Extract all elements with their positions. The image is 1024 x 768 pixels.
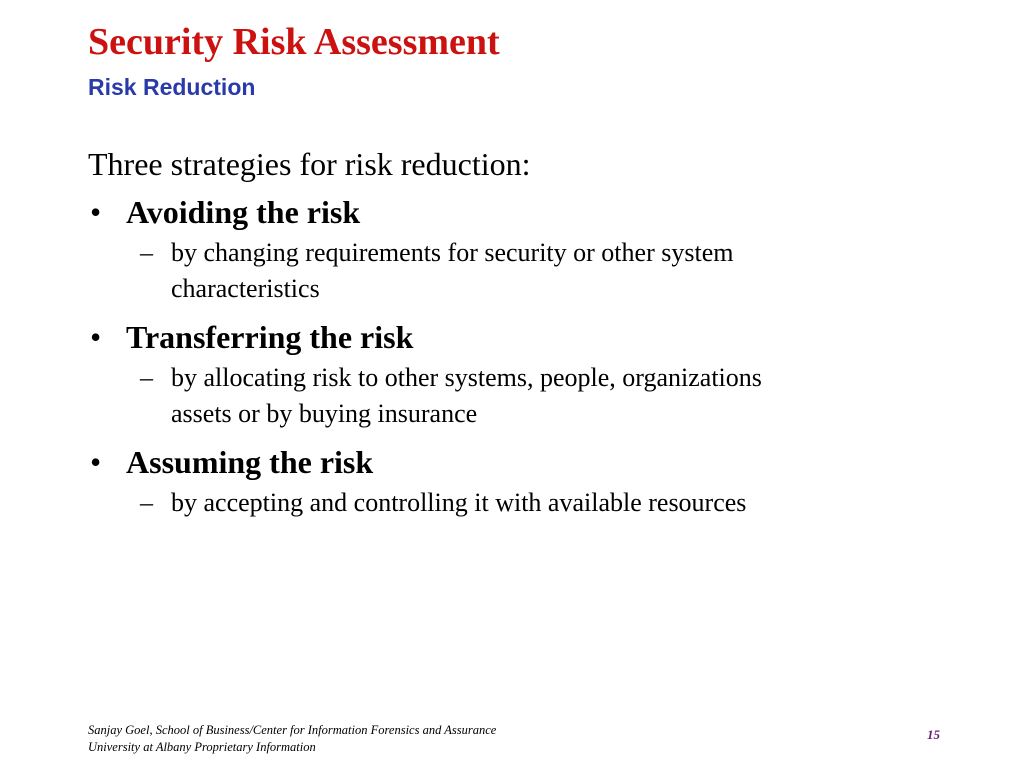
dash-icon: – [140,488,153,517]
strategy-heading: Transferring the risk [126,319,414,355]
strategy-detail-text: by changing requirements for security or other system characteristics [171,238,734,303]
strategy-avoiding [88,190,948,234]
slide-title: Security Risk Assessment [88,21,500,63]
dash-icon: – [140,363,153,392]
strategy-assuming [88,440,948,484]
bullet-icon: • [90,319,102,355]
slide-body [88,142,948,529]
bullet-icon: • [90,194,102,230]
intro-text: Three strategies for risk reduction: [88,146,531,182]
strategy-heading: Assuming the risk [126,444,374,480]
slide-subtitle: Risk Reduction [88,74,256,100]
bullet-icon: • [90,444,102,480]
footer [88,722,496,756]
strategy-detail-text: by allocating risk to other systems, people, organizations assets or by buying insurance [171,363,762,428]
page-number: 15 [927,727,940,742]
strategy-detail-assuming [88,485,811,521]
strategy-heading: Avoiding the risk [126,194,361,230]
strategy-detail-avoiding [88,235,811,307]
strategy-detail-transferring [88,360,811,432]
strategy-transferring [88,315,948,359]
footer-proprietary: University at Albany Proprietary Information [88,740,316,754]
strategy-detail-text: by accepting and controlling it with available resources [171,488,747,517]
dash-icon: – [140,238,153,267]
footer-author: Sanjay Goel, School of Business/Center for Information Forensics and Assurance [88,723,497,737]
